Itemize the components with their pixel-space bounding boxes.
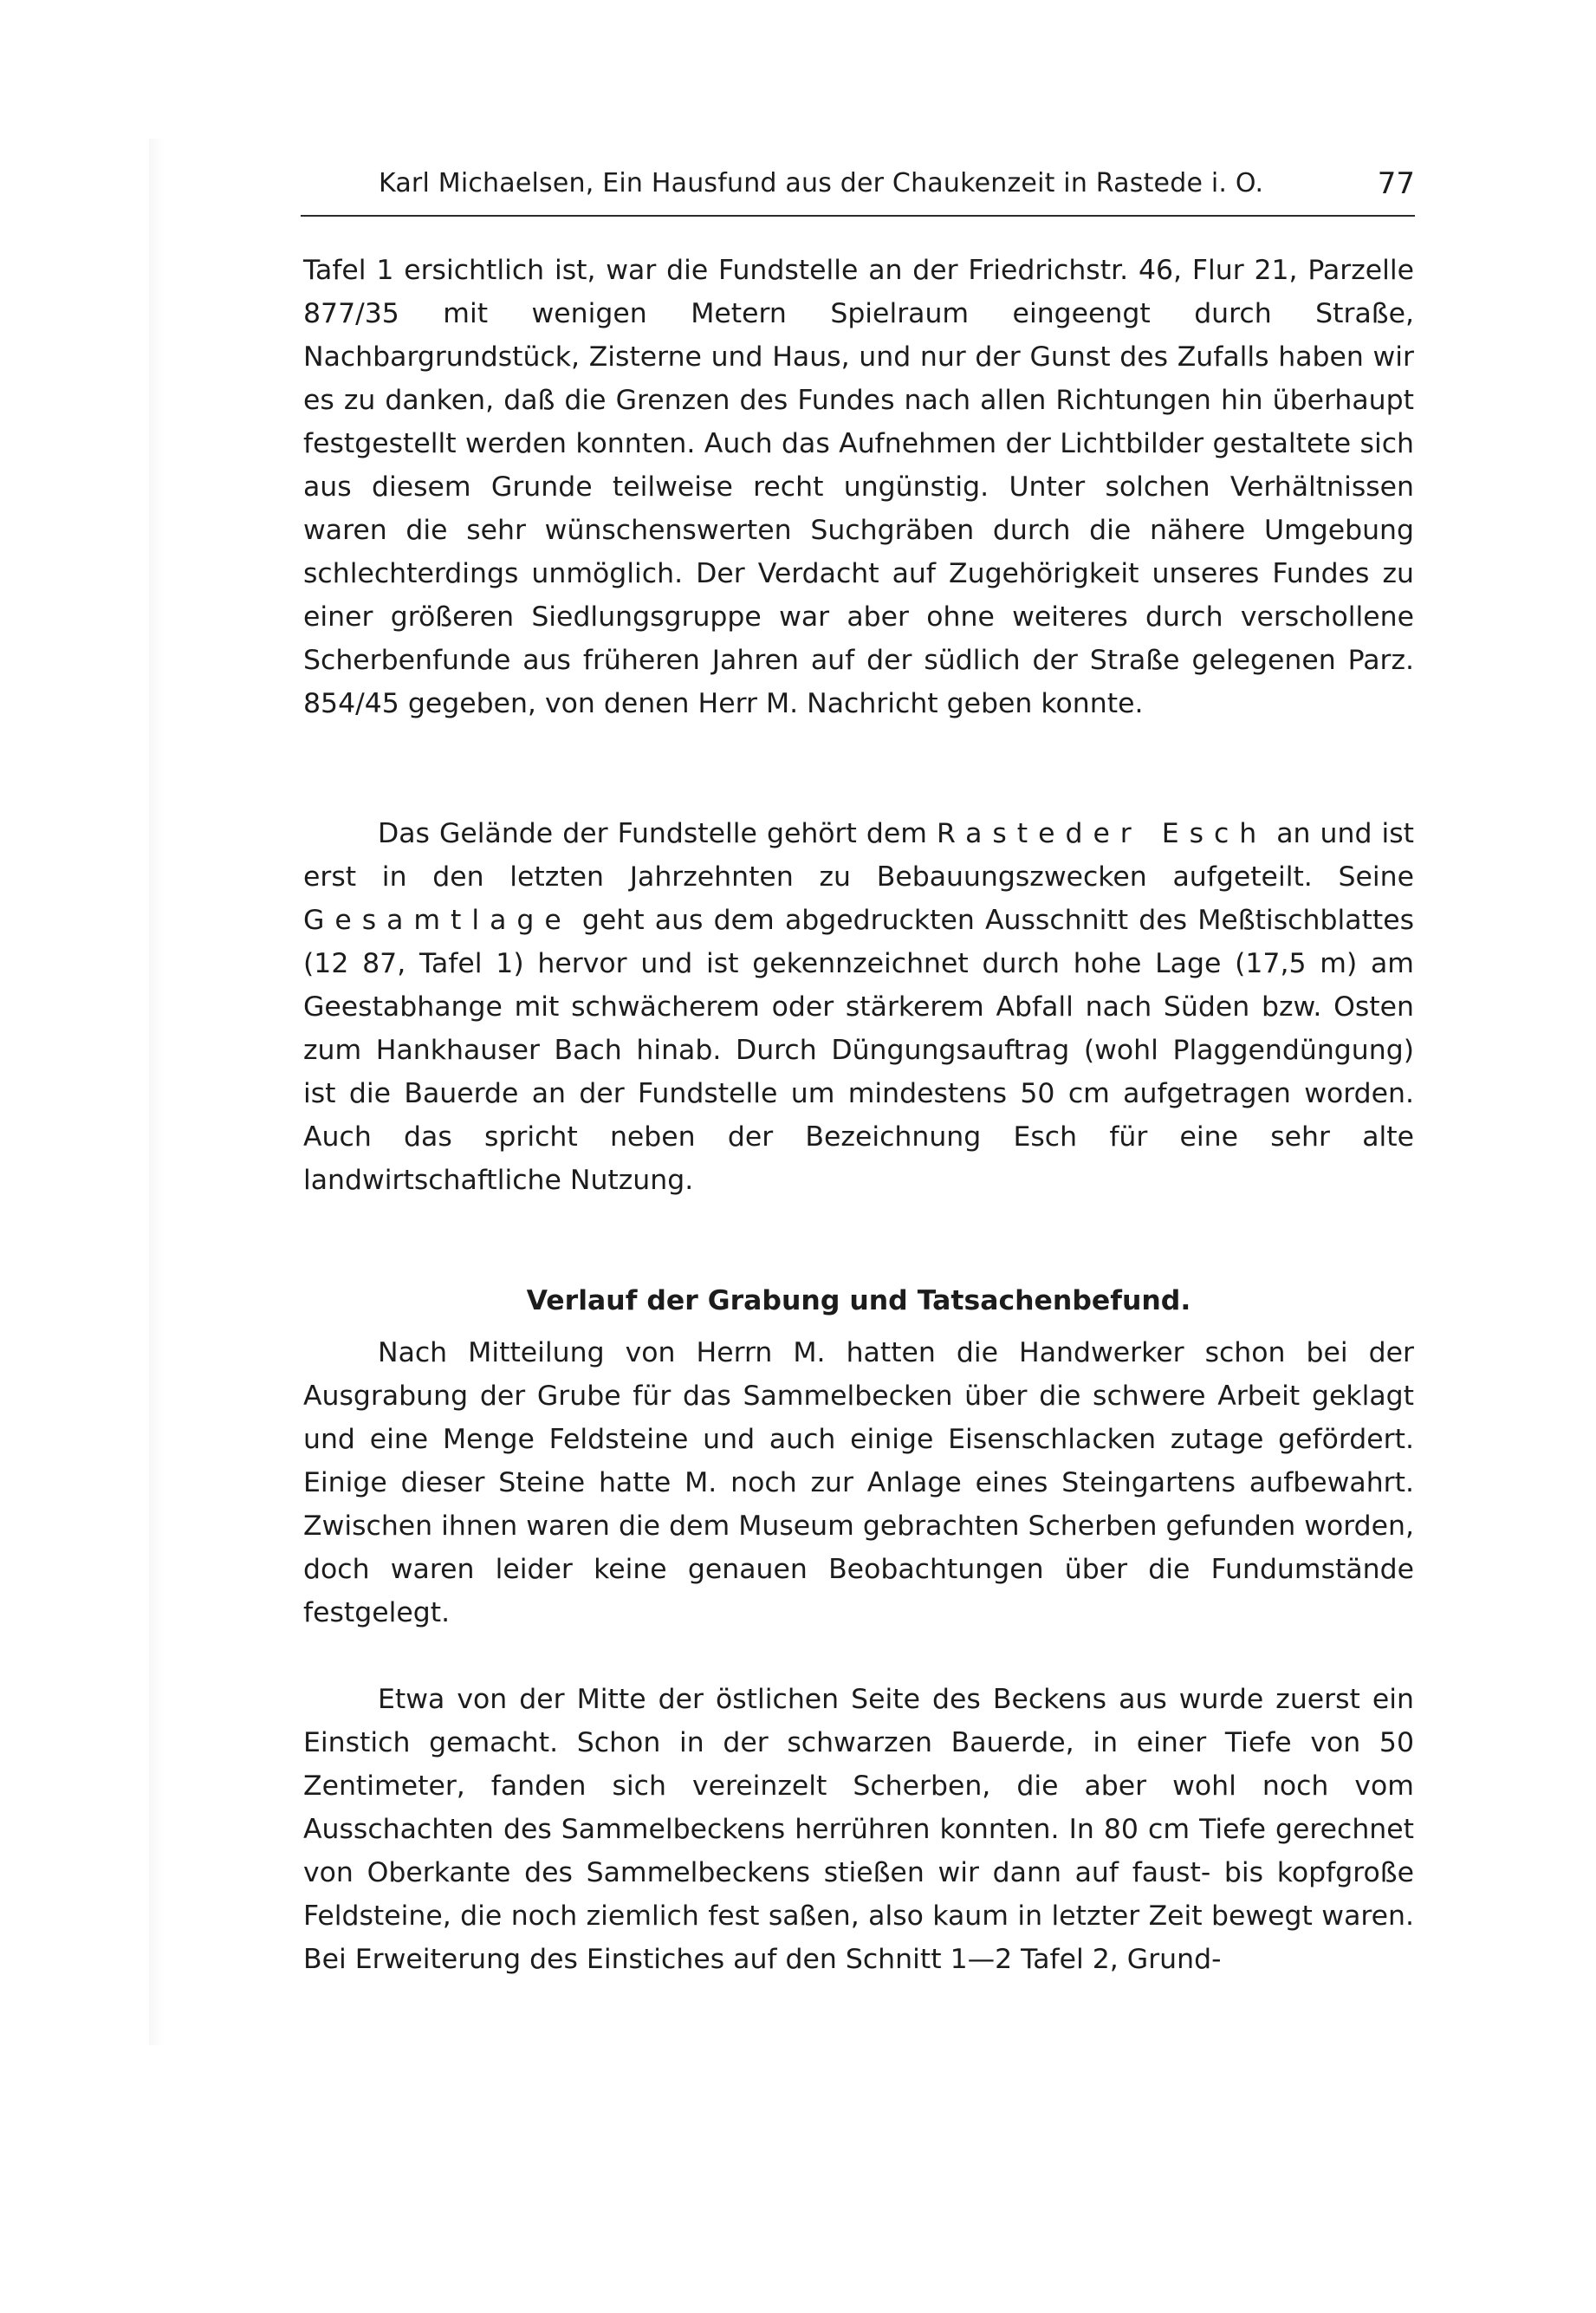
running-header-title: Karl Michaelsen, Ein Hausfund aus der Chaukenzeit in Rastede i. O. (379, 168, 1264, 198)
paragraph-1: Tafel 1 ersichtlich ist, war die Fundstelle an der Friedrichstr. 46, Flur 21, Parzelle 877/35 mit wenigen Metern Spielraum eingeengt durch Straße, Nachbargrundstück, Zisterne und Haus, und nur der Gunst des Zufalls haben wir es zu danken, daß die Grenzen des Fundes nach allen Richtungen hin überhaupt festgestellt werden konnten. Auch das Aufnehmen der Lichtbilder gestaltete sich aus diesem Grunde teilweise recht ungünstig. Unter solchen Verhältnissen waren die sehr wünschenswerten Suchgräben durch die nähere Umgebung schlechterdings unmöglich. Der Verdacht auf Zugehörigkeit unseres Fundes zu einer größeren Siedlungsgruppe war aber ohne weiteres durch verschollene Scherbenfunde aus früheren Jahren auf der südlich der Straße gelegenen Parz. 854/45 gegeben, von denen Herr M. Nachricht geben konnte. (303, 255, 1414, 719)
paragraph-4: Etwa von der Mitte der östlichen Seite des Beckens aus wurde zuerst ein Einstich gemacht. Schon in der schwarzen Bauerde, in einer Tiefe von 50 Zentimeter, fanden sich vereinzelt Scherben, die aber wohl noch vom Ausschachten des Sammelbeckens herrühren konnten. In 80 cm Tiefe gerechnet von Oberkante des Sammelbeckens stießen wir dann auf faust- bis kopfgroße Feldsteine, die noch ziemlich fest saßen, also kaum in letzter Zeit bewegt waren. Bei Erweiterung des Einstiches auf den Schnitt 1—2 Tafel 2, Grund- (303, 1684, 1414, 1975)
emphasis-rasteder-esch: Rasteder Esch (936, 818, 1268, 849)
paragraph-2-text-b: an und ist erst in den letzten Jahrzehnten zu Bebauungszwecken aufgeteilt. Seine (303, 818, 1414, 893)
header-rule (301, 215, 1415, 217)
emphasis-gesamtlage: Gesamtlage (303, 905, 572, 936)
paragraph-3: Nach Mitteilung von Herrn M. hatten die Handwerker schon bei der Ausgrabung der Grube für das Sammelbecken über die schwere Arbeit geklagt und eine Menge Feldsteine und auch einige Eisenschlacken zutage gefördert. Einige dieser Steine hatte M. noch zur Anlage eines Steingartens aufbewahrt. Zwischen ihnen waren die dem Museum gebrachten Scherben gefunden worden, doch waren leider keine genauen Beobachtungen über die Fundumstände festgelegt. (303, 1337, 1414, 1628)
running-header (379, 163, 1415, 210)
paragraph-2-text-a: Das Gelände der Fundstelle gehört dem (378, 818, 927, 849)
paragraph-2-text-c: geht aus dem abgedruckten Ausschnitt des Meßtischblattes (12 87, Tafel 1) hervor und ist gekennzeichnet durch hohe Lage (17,5 m) am Geestabhange mit schwächerem oder stärkerem Abfall nach Süden bzw. Osten zum Hankhauser Bach hinab. Durch Düngungsauftrag (wohl Plaggendüngung) ist die Bauerde an der Fundstelle um mindestens 50 cm aufgetragen worden. Auch das spricht neben der Bezeichnung Esch für eine sehr alte landwirtschaftliche Nutzung. (303, 905, 1414, 1196)
scan-shadow (149, 139, 165, 2045)
paragraph-2 (303, 812, 1414, 1202)
section-heading: Verlauf der Grabung und Tatsachenbefund. (526, 1285, 1191, 1316)
page-number: 77 (1377, 166, 1415, 201)
